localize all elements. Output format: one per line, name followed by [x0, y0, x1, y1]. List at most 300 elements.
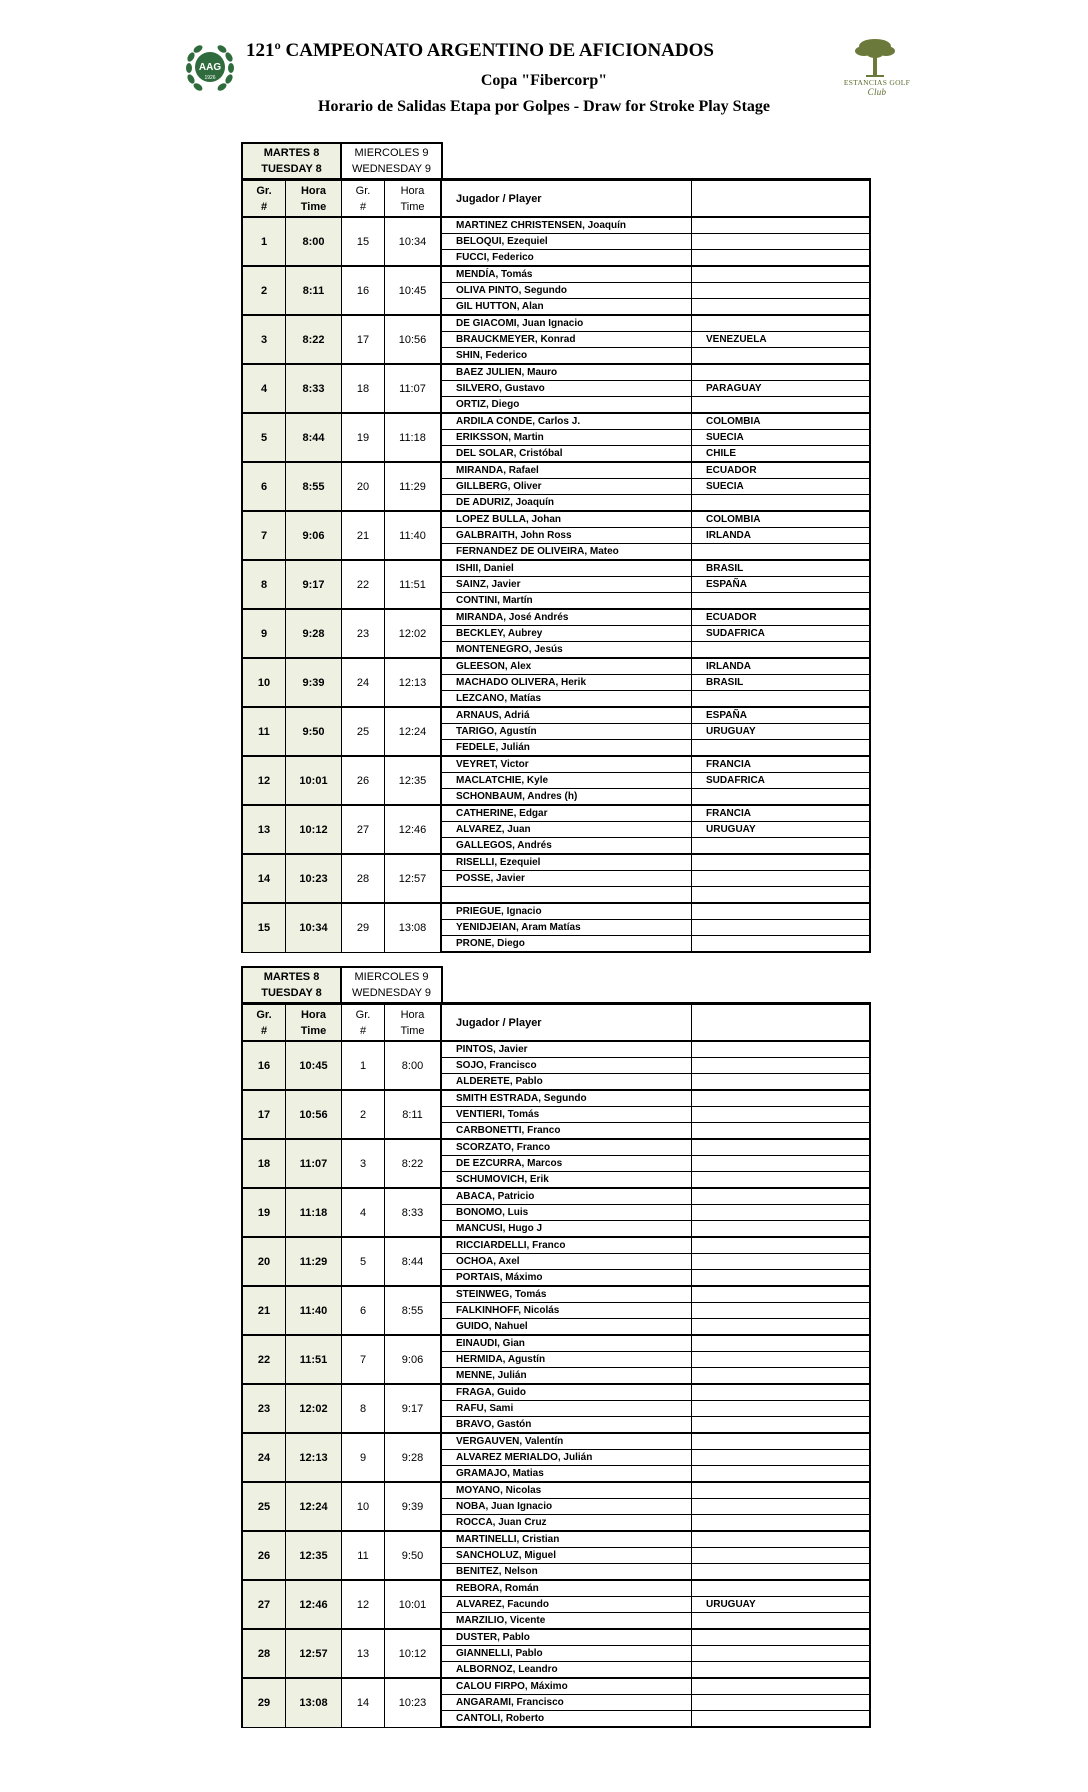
player-country: [692, 1515, 871, 1532]
tee-time-day1: 11:40: [286, 1286, 342, 1335]
tee-time-day1: 12:24: [286, 1482, 342, 1531]
table-row: [242, 266, 870, 283]
player-country: [692, 234, 871, 250]
player-name: OLIVA PINTO, Segundo: [441, 283, 692, 299]
player-name: LEZCANO, Matías: [441, 691, 692, 708]
group-number-day1: 29: [242, 1678, 286, 1727]
player-country: BRASIL: [692, 560, 871, 577]
tee-time-day2: 8:44: [385, 1237, 442, 1286]
player-country: URUGUAY: [692, 724, 871, 740]
tee-time-day1: 9:17: [286, 560, 342, 609]
group-number-day1: 28: [242, 1629, 286, 1678]
tee-time-day1: 8:55: [286, 462, 342, 511]
group-number-day1: 14: [242, 854, 286, 903]
tee-time-day1: 13:08: [286, 1678, 342, 1727]
group-number-day1: 19: [242, 1188, 286, 1237]
group-number-day2: 11: [342, 1531, 385, 1580]
player-country: VENEZUELA: [692, 332, 871, 348]
player-country: IRLANDA: [692, 528, 871, 544]
player-name: DUSTER, Pablo: [441, 1629, 692, 1646]
group-number-day1: 24: [242, 1433, 286, 1482]
table-row: [242, 1482, 870, 1499]
player-country: SUDAFRICA: [692, 626, 871, 642]
tee-time-day2: 12:35: [385, 756, 442, 805]
tee-time-day2: 10:45: [385, 266, 442, 315]
tee-time-day1: 8:33: [286, 364, 342, 413]
tee-time-day1: 8:11: [286, 266, 342, 315]
group-number-day1: 16: [242, 1041, 286, 1090]
group-number-day1: 5: [242, 413, 286, 462]
group-number-day2: 28: [342, 854, 385, 903]
group-number-day2: 10: [342, 1482, 385, 1531]
player-name: MANCUSI, Hugo J: [441, 1221, 692, 1238]
player-country: ECUADOR: [692, 609, 871, 626]
tee-time-day2: 11:29: [385, 462, 442, 511]
group-number-day2: 14: [342, 1678, 385, 1727]
tee-time-day1: 10:23: [286, 854, 342, 903]
player-name: MONTENEGRO, Jesús: [441, 642, 692, 659]
player-name: FALKINHOFF, Nicolás: [441, 1303, 692, 1319]
table-row: [242, 217, 870, 234]
table-row: [242, 364, 870, 381]
player-country: [692, 1466, 871, 1483]
player-name: DE EZCURRA, Marcos: [441, 1156, 692, 1172]
tee-time-day1: 9:50: [286, 707, 342, 756]
player-country: [692, 1531, 871, 1548]
player-name: GALLEGOS, Andrés: [441, 838, 692, 855]
group-number-day1: 8: [242, 560, 286, 609]
player-name: SAINZ, Javier: [441, 577, 692, 593]
player-name: [441, 887, 692, 904]
tee-time-day1: 11:07: [286, 1139, 342, 1188]
table-row: [242, 1384, 870, 1401]
player-country: SUECIA: [692, 430, 871, 446]
group-number-day1: 2: [242, 266, 286, 315]
player-country: [692, 1107, 871, 1123]
group-number-day1: 3: [242, 315, 286, 364]
draw-table-1: [241, 142, 871, 953]
tee-time-day2: 8:22: [385, 1139, 442, 1188]
tee-time-day1: 12:02: [286, 1384, 342, 1433]
player-name: NOBA, Juan Ignacio: [441, 1499, 692, 1515]
group-number-day2: 5: [342, 1237, 385, 1286]
player-name: MARZILIO, Vicente: [441, 1613, 692, 1630]
group-number-day1: 4: [242, 364, 286, 413]
col-header-country: [692, 1004, 871, 1042]
player-country: IRLANDA: [692, 658, 871, 675]
tee-time-day2: 10:23: [385, 1678, 442, 1727]
group-number-day2: 26: [342, 756, 385, 805]
player-name: OCHOA, Axel: [441, 1254, 692, 1270]
player-name: VEYRET, Victor: [441, 756, 692, 773]
col-header-group-day2: Gr. #: [342, 1004, 385, 1042]
player-name: SANCHOLUZ, Miguel: [441, 1548, 692, 1564]
tee-time-day1: 8:00: [286, 217, 342, 266]
player-name: SMITH ESTRADA, Segundo: [441, 1090, 692, 1107]
player-name: YENIDJEIAN, Aram Matías: [441, 920, 692, 936]
player-country: ESPAÑA: [692, 577, 871, 593]
player-country: [692, 1172, 871, 1189]
player-name: GRAMAJO, Matias: [441, 1466, 692, 1483]
player-country: BRASIL: [692, 675, 871, 691]
group-number-day2: 22: [342, 560, 385, 609]
player-country: [692, 1580, 871, 1597]
tee-time-day2: 10:12: [385, 1629, 442, 1678]
player-name: GILLBERG, Oliver: [441, 479, 692, 495]
col-header-group-day2: Gr. #: [342, 180, 385, 218]
player-name: ALDERETE, Pablo: [441, 1074, 692, 1091]
player-name: BELOQUI, Ezequiel: [441, 234, 692, 250]
player-country: [692, 1499, 871, 1515]
group-number-day2: 16: [342, 266, 385, 315]
tee-time-day2: 9:50: [385, 1531, 442, 1580]
group-number-day1: 27: [242, 1580, 286, 1629]
player-name: GIANNELLI, Pablo: [441, 1646, 692, 1662]
group-number-day2: 13: [342, 1629, 385, 1678]
player-country: SUDAFRICA: [692, 773, 871, 789]
group-number-day1: 26: [242, 1531, 286, 1580]
player-name: SCORZATO, Franco: [441, 1139, 692, 1156]
col-header-time-day1: Hora Time: [286, 1004, 342, 1042]
player-name: MENDÍA, Tomás: [441, 266, 692, 283]
group-number-day2: 25: [342, 707, 385, 756]
day-header-wednesday: MIERCOLES 9 WEDNESDAY 9: [342, 142, 443, 178]
group-number-day2: 15: [342, 217, 385, 266]
player-name: BECKLEY, Aubrey: [441, 626, 692, 642]
player-name: CALOU FIRPO, Máximo: [441, 1678, 692, 1695]
player-country: [692, 642, 871, 659]
player-name: DE GIACOMI, Juan Ignacio: [441, 315, 692, 332]
table-row: [242, 511, 870, 528]
player-name: ORTIZ, Diego: [441, 397, 692, 414]
player-country: [692, 495, 871, 512]
table-row: [242, 1041, 870, 1058]
player-name: MIRANDA, Rafael: [441, 462, 692, 479]
player-country: COLOMBIA: [692, 511, 871, 528]
player-name: ISHII, Daniel: [441, 560, 692, 577]
table-row: [242, 1629, 870, 1646]
tee-time-day2: 9:06: [385, 1335, 442, 1384]
table-row: [242, 1433, 870, 1450]
player-country: [692, 1270, 871, 1287]
player-country: [692, 1319, 871, 1336]
player-name: ROCCA, Juan Cruz: [441, 1515, 692, 1532]
player-name: RAFU, Sami: [441, 1401, 692, 1417]
player-country: [692, 266, 871, 283]
player-name: VERGAUVEN, Valentín: [441, 1433, 692, 1450]
tee-time-day1: 10:12: [286, 805, 342, 854]
table-row: [242, 1188, 870, 1205]
player-name: BRAUCKMEYER, Konrad: [441, 332, 692, 348]
player-country: [692, 838, 871, 855]
group-number-day1: 10: [242, 658, 286, 707]
player-country: URUGUAY: [692, 1597, 871, 1613]
player-country: SUECIA: [692, 479, 871, 495]
player-name: DE ADURIZ, Joaquín: [441, 495, 692, 512]
player-name: VENTIERI, Tomás: [441, 1107, 692, 1123]
tee-time-day2: 8:11: [385, 1090, 442, 1139]
player-country: [692, 903, 871, 920]
player-country: [692, 1711, 871, 1728]
col-header-time-day2: Hora Time: [385, 1004, 442, 1042]
group-number-day2: 29: [342, 903, 385, 952]
tee-time-day1: 12:57: [286, 1629, 342, 1678]
group-number-day1: 17: [242, 1090, 286, 1139]
player-name: FERNANDEZ DE OLIVEIRA, Mateo: [441, 544, 692, 561]
table-row: [242, 1286, 870, 1303]
player-country: [692, 1058, 871, 1074]
tee-time-day2: 12:24: [385, 707, 442, 756]
player-name: GUIDO, Nahuel: [441, 1319, 692, 1336]
player-country: [692, 936, 871, 953]
group-number-day1: 25: [242, 1482, 286, 1531]
tee-time-day1: 10:01: [286, 756, 342, 805]
player-name: PINTOS, Javier: [441, 1041, 692, 1058]
col-header-time-day1: Hora Time: [286, 180, 342, 218]
player-name: GALBRAITH, John Ross: [441, 528, 692, 544]
player-country: [692, 1303, 871, 1319]
player-name: MARTINELLI, Cristian: [441, 1531, 692, 1548]
player-name: CONTINI, Martín: [441, 593, 692, 610]
player-name: DEL SOLAR, Cristóbal: [441, 446, 692, 463]
player-country: [692, 1678, 871, 1695]
group-number-day1: 1: [242, 217, 286, 266]
player-country: [692, 1695, 871, 1711]
tee-time-day1: 9:39: [286, 658, 342, 707]
tee-time-day1: 9:28: [286, 609, 342, 658]
player-name: BONOMO, Luis: [441, 1205, 692, 1221]
player-country: [692, 1662, 871, 1679]
group-number-day2: 1: [342, 1041, 385, 1090]
tee-time-day2: 8:55: [385, 1286, 442, 1335]
player-name: BENITEZ, Nelson: [441, 1564, 692, 1581]
player-country: [692, 1629, 871, 1646]
group-number-day2: 6: [342, 1286, 385, 1335]
group-number-day2: 8: [342, 1384, 385, 1433]
aag-logo-text: AAG: [198, 62, 222, 73]
player-country: [692, 1221, 871, 1238]
player-country: [692, 691, 871, 708]
tee-time-day1: 10:34: [286, 903, 342, 952]
col-header-group-day1: Gr. #: [242, 180, 286, 218]
table-row: [242, 1678, 870, 1695]
tee-time-day1: 11:29: [286, 1237, 342, 1286]
tee-time-day2: 8:33: [385, 1188, 442, 1237]
tee-time-day2: 10:01: [385, 1580, 442, 1629]
player-country: [692, 250, 871, 267]
player-country: ESPAÑA: [692, 707, 871, 724]
player-name: MENNE, Julián: [441, 1368, 692, 1385]
table-row: [242, 413, 870, 430]
page-subtitle: Copa "Fibercorp": [480, 72, 608, 89]
player-name: PRONE, Diego: [441, 936, 692, 953]
player-name: REBORA, Román: [441, 1580, 692, 1597]
tee-time-day2: 10:34: [385, 217, 442, 266]
player-name: MARTINEZ CHRISTENSEN, Joaquín: [441, 217, 692, 234]
player-country: [692, 1237, 871, 1254]
player-name: MACLATCHIE, Kyle: [441, 773, 692, 789]
player-name: PORTAIS, Máximo: [441, 1270, 692, 1287]
group-number-day1: 15: [242, 903, 286, 952]
tee-time-day2: 9:17: [385, 1384, 442, 1433]
table-row: [242, 1335, 870, 1352]
day-header-tuesday: MARTES 8 TUESDAY 8: [241, 966, 342, 1002]
table-row: [242, 903, 870, 920]
player-country: [692, 740, 871, 757]
group-number-day1: 23: [242, 1384, 286, 1433]
player-country: [692, 1401, 871, 1417]
col-header-country: [692, 180, 871, 218]
group-number-day2: 4: [342, 1188, 385, 1237]
group-number-day1: 18: [242, 1139, 286, 1188]
tee-time-day1: 11:51: [286, 1335, 342, 1384]
player-country: [692, 1188, 871, 1205]
player-country: [692, 1433, 871, 1450]
player-name: PRIEGUE, Ignacio: [441, 903, 692, 920]
player-name: HERMIDA, Agustín: [441, 1352, 692, 1368]
group-number-day2: 17: [342, 315, 385, 364]
player-country: [692, 1139, 871, 1156]
player-name: SCHUMOVICH, Erik: [441, 1172, 692, 1189]
table-row: [242, 609, 870, 626]
player-country: [692, 544, 871, 561]
player-country: [692, 1074, 871, 1091]
tee-time-day2: 11:40: [385, 511, 442, 560]
tee-time-day2: 12:46: [385, 805, 442, 854]
player-name: CATHERINE, Edgar: [441, 805, 692, 822]
tee-time-day1: 9:06: [286, 511, 342, 560]
player-name: FEDELE, Julián: [441, 740, 692, 757]
group-number-day2: 9: [342, 1433, 385, 1482]
player-name: RISELLI, Ezequiel: [441, 854, 692, 871]
table-row: [242, 1139, 870, 1156]
player-country: [692, 397, 871, 414]
group-number-day1: 12: [242, 756, 286, 805]
player-country: [692, 871, 871, 887]
tee-time-day1: 12:13: [286, 1433, 342, 1482]
table-row: [242, 560, 870, 577]
player-country: [692, 920, 871, 936]
player-name: BAEZ JULIEN, Mauro: [441, 364, 692, 381]
tee-time-day2: 12:57: [385, 854, 442, 903]
player-country: FRANCIA: [692, 805, 871, 822]
day-header-wednesday: MIERCOLES 9 WEDNESDAY 9: [342, 966, 443, 1002]
table-row: [242, 805, 870, 822]
player-name: CARBONETTI, Franco: [441, 1123, 692, 1140]
tee-time-day2: 9:28: [385, 1433, 442, 1482]
tee-time-day2: 13:08: [385, 903, 442, 952]
tee-time-day1: 12:35: [286, 1531, 342, 1580]
player-country: [692, 1613, 871, 1630]
player-name: POSSE, Javier: [441, 871, 692, 887]
player-name: CANTOLI, Roberto: [441, 1711, 692, 1728]
tee-time-day2: 9:39: [385, 1482, 442, 1531]
player-name: RICCIARDELLI, Franco: [441, 1237, 692, 1254]
player-name: MACHADO OLIVERA, Herik: [441, 675, 692, 691]
tee-time-day1: 11:18: [286, 1188, 342, 1237]
table-row: [242, 462, 870, 479]
group-number-day1: 9: [242, 609, 286, 658]
player-country: COLOMBIA: [692, 413, 871, 430]
group-number-day1: 7: [242, 511, 286, 560]
player-country: URUGUAY: [692, 822, 871, 838]
player-country: [692, 1564, 871, 1581]
page-subtitle-draw: Horario de Salidas Etapa por Golpes - Draw for Stroke Play Stage: [318, 98, 770, 115]
player-country: [692, 1646, 871, 1662]
player-name: ALVAREZ MERIALDO, Julián: [441, 1450, 692, 1466]
table-row: [242, 1580, 870, 1597]
group-number-day2: 23: [342, 609, 385, 658]
group-number-day1: 13: [242, 805, 286, 854]
table-row: [242, 1237, 870, 1254]
player-country: [692, 315, 871, 332]
player-name: GLEESON, Alex: [441, 658, 692, 675]
tee-time-day2: 8:00: [385, 1041, 442, 1090]
tee-time-day2: 11:07: [385, 364, 442, 413]
group-number-day1: 6: [242, 462, 286, 511]
player-country: [692, 1352, 871, 1368]
table-row: [242, 854, 870, 871]
col-header-time-day2: Hora Time: [385, 180, 442, 218]
tee-time-day2: 12:02: [385, 609, 442, 658]
tee-time-day1: 10:45: [286, 1041, 342, 1090]
group-number-day2: 18: [342, 364, 385, 413]
player-name: ERIKSSON, Martin: [441, 430, 692, 446]
col-header-group-day1: Gr. #: [242, 1004, 286, 1042]
player-country: [692, 1482, 871, 1499]
tee-time-day2: 11:51: [385, 560, 442, 609]
player-country: [692, 1548, 871, 1564]
player-name: SCHONBAUM, Andres (h): [441, 789, 692, 806]
player-country: [692, 854, 871, 871]
group-number-day2: 7: [342, 1335, 385, 1384]
table-row: [242, 756, 870, 773]
player-country: [692, 299, 871, 316]
player-country: FRANCIA: [692, 756, 871, 773]
player-name: SILVERO, Gustavo: [441, 381, 692, 397]
player-country: [692, 1254, 871, 1270]
table-row: [242, 658, 870, 675]
player-name: SOJO, Francisco: [441, 1058, 692, 1074]
page-title: 121º CAMPEONATO ARGENTINO DE AFICIONADOS: [246, 40, 714, 61]
player-name: GIL HUTTON, Alan: [441, 299, 692, 316]
col-header-player: Jugador / Player: [441, 180, 692, 218]
tee-time-day1: 12:46: [286, 1580, 342, 1629]
table-row: [242, 315, 870, 332]
player-country: [692, 1384, 871, 1401]
day-header-tuesday: MARTES 8 TUESDAY 8: [241, 142, 342, 178]
player-country: [692, 1286, 871, 1303]
player-country: [692, 1450, 871, 1466]
table-row: [242, 1531, 870, 1548]
player-name: FUCCI, Federico: [441, 250, 692, 267]
player-country: [692, 283, 871, 299]
tee-time-day1: 8:44: [286, 413, 342, 462]
player-name: ARNAUS, Adriá: [441, 707, 692, 724]
player-country: [692, 1205, 871, 1221]
tee-time-day2: 11:18: [385, 413, 442, 462]
player-name: LOPEZ BULLA, Johan: [441, 511, 692, 528]
player-name: MIRANDA, José Andrés: [441, 609, 692, 626]
player-country: [692, 1368, 871, 1385]
player-name: ABACA, Patricio: [441, 1188, 692, 1205]
tee-time-day2: 12:13: [385, 658, 442, 707]
player-name: SHIN, Federico: [441, 348, 692, 365]
player-country: [692, 1335, 871, 1352]
player-name: EINAUDI, Gian: [441, 1335, 692, 1352]
tee-time-day2: 10:56: [385, 315, 442, 364]
group-number-day1: 21: [242, 1286, 286, 1335]
